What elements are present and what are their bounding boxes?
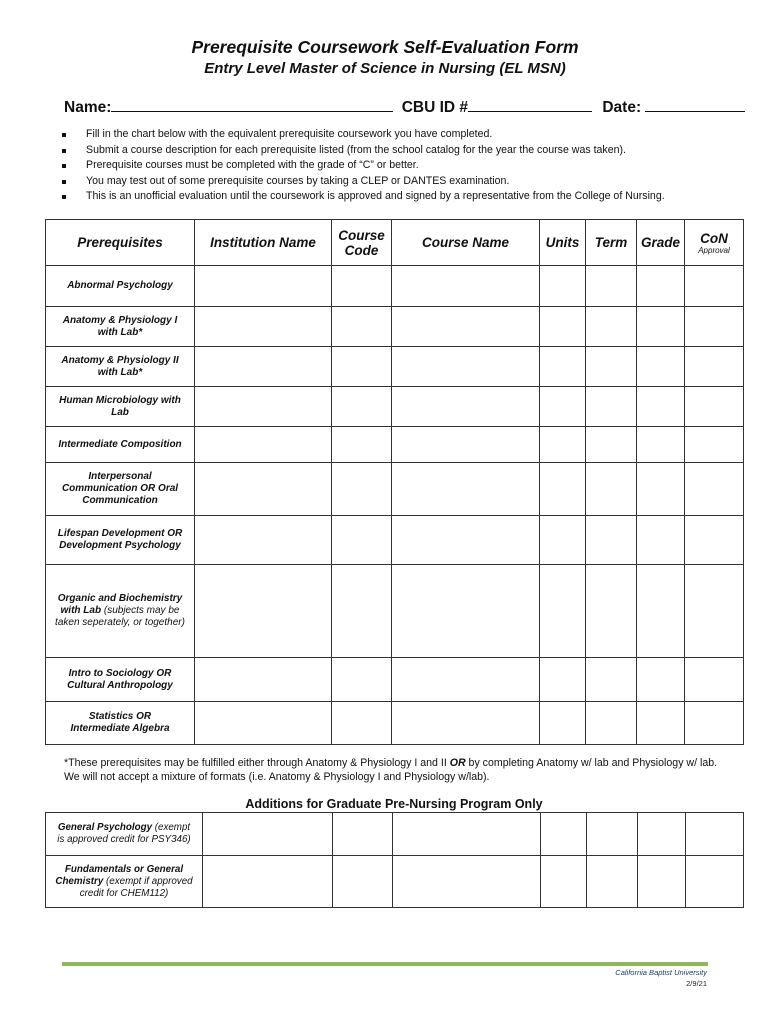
prerequisite-label: Lifespan Development OR Development Psychology [46,516,195,565]
term-cell[interactable] [587,856,638,908]
course-code-cell[interactable] [333,856,393,908]
course-name-cell[interactable] [392,516,540,565]
con-approval-cell[interactable] [685,427,744,463]
course-name-cell[interactable] [392,702,540,745]
table-row [46,565,744,658]
bullet-icon [62,149,66,153]
prerequisite-label: Organic and Biochemistry with Lab (subjects may be taken seperately, or together) [46,565,195,658]
course-code-cell[interactable] [332,347,392,387]
prerequisite-label: Interpersonal Communication OR Oral Communication [46,463,195,516]
name-label: Name: [64,99,112,116]
institution-cell[interactable] [195,658,332,702]
term-cell[interactable] [586,266,637,307]
grade-cell[interactable] [637,387,685,427]
prerequisite-label: Anatomy & Physiology II with Lab* [46,347,195,387]
course-name-cell[interactable] [392,387,540,427]
grade-cell[interactable] [637,347,685,387]
table-row [46,702,744,745]
con-approval-cell[interactable] [685,463,744,516]
con-approval-cell[interactable] [685,658,744,702]
term-cell[interactable] [586,702,637,745]
table-row [46,387,744,427]
con-approval-cell[interactable] [685,565,744,658]
institution-cell[interactable] [195,387,332,427]
course-code-cell[interactable] [332,266,392,307]
grade-cell[interactable] [637,463,685,516]
course-name-cell[interactable] [392,427,540,463]
term-cell[interactable] [586,387,637,427]
term-cell[interactable] [587,813,638,856]
bullet-icon [62,164,66,168]
bullet-icon [62,133,66,137]
date-label: Date: [602,99,642,116]
course-name-cell[interactable] [392,307,540,347]
course-code-cell[interactable] [332,387,392,427]
course-name-cell[interactable] [392,565,540,658]
units-cell[interactable] [540,516,586,565]
prerequisite-label: Human Microbiology with Lab [46,387,195,427]
name-field[interactable] [111,96,393,112]
course-code-cell[interactable] [332,565,392,658]
units-cell[interactable] [540,565,586,658]
grade-cell[interactable] [637,427,685,463]
footer-date: 2/9/21 [686,979,707,988]
course-code-cell[interactable] [332,658,392,702]
prerequisites-table [45,219,744,745]
table-row [46,856,744,908]
instruction-item: Fill in the chart below with the equivalent prerequisite coursework you have completed. [60,127,665,143]
course-name-cell[interactable] [392,463,540,516]
con-approval-cell[interactable] [685,702,744,745]
institution-cell[interactable] [195,702,332,745]
units-cell[interactable] [540,658,586,702]
table-row [46,266,744,307]
term-cell[interactable] [586,427,637,463]
course-code-cell[interactable] [332,702,392,745]
term-cell[interactable] [586,307,637,347]
prerequisite-label: Fundamentals or General Chemistry (exempt if approved credit for CHEM112) [46,856,203,908]
table-row [46,347,744,387]
con-approval-cell[interactable] [685,516,744,565]
units-cell[interactable] [541,856,587,908]
footer-organization: California Baptist University [615,968,707,977]
institution-cell[interactable] [195,347,332,387]
instructions-list [60,127,665,205]
header-term: Term [586,220,637,266]
con-approval-cell[interactable] [686,813,744,856]
prerequisite-label: Anatomy & Physiology I with Lab* [46,307,195,347]
course-code-cell[interactable] [333,813,393,856]
institution-cell[interactable] [195,266,332,307]
course-name-cell[interactable] [392,347,540,387]
header-units: Units [540,220,586,266]
instruction-item: Prerequisite courses must be completed with the grade of “C” or better. [60,158,665,174]
units-cell[interactable] [541,813,587,856]
header-con-approval: CoN Approval [685,220,744,266]
institution-cell[interactable] [195,307,332,347]
grade-cell[interactable] [638,813,686,856]
con-approval-cell[interactable] [685,266,744,307]
units-cell[interactable] [540,427,586,463]
table-row [46,516,744,565]
prerequisite-label: Intro to Sociology OR Cultural Anthropology [46,658,195,702]
institution-cell[interactable] [195,463,332,516]
units-cell[interactable] [540,266,586,307]
units-cell[interactable] [540,463,586,516]
grade-cell[interactable] [637,565,685,658]
con-approval-cell[interactable] [685,347,744,387]
institution-cell[interactable] [203,813,333,856]
prerequisite-label: Abnormal Psychology [46,266,195,307]
bullet-icon [62,195,66,199]
course-code-cell[interactable] [332,307,392,347]
institution-cell[interactable] [195,427,332,463]
footer-divider [62,962,708,966]
prerequisite-label: General Psychology (exempt is approved credit for PSY346) [46,813,203,856]
term-cell[interactable] [586,658,637,702]
grade-cell[interactable] [638,856,686,908]
course-code-cell[interactable] [332,427,392,463]
con-approval-cell[interactable] [686,856,744,908]
course-name-cell[interactable] [393,856,541,908]
units-cell[interactable] [540,307,586,347]
institution-cell[interactable] [203,856,333,908]
grade-cell[interactable] [637,702,685,745]
units-cell[interactable] [540,702,586,745]
table-row [46,463,744,516]
additions-table [45,812,744,908]
header-institution: Institution Name [195,220,332,266]
units-cell[interactable] [540,387,586,427]
course-name-cell[interactable] [393,813,541,856]
prerequisite-label: Statistics OR Intermediate Algebra [46,702,195,745]
table-row [46,427,744,463]
course-name-cell[interactable] [392,658,540,702]
grade-cell[interactable] [637,266,685,307]
instruction-item: Submit a course description for each prerequisite listed (from the school catalog for the year the course was taken). [60,143,665,159]
course-name-cell[interactable] [392,266,540,307]
bullet-icon [62,180,66,184]
table-row [46,658,744,702]
term-cell[interactable] [586,516,637,565]
table-row [46,813,744,856]
form-subtitle: Entry Level Master of Science in Nursing (EL MSN) [204,60,566,77]
grade-cell[interactable] [637,516,685,565]
course-code-cell[interactable] [332,516,392,565]
institution-cell[interactable] [195,516,332,565]
header-grade: Grade [637,220,685,266]
applicant-fields [64,96,744,117]
grade-cell[interactable] [637,307,685,347]
cbu-id-label: CBU ID # [401,99,469,116]
table-row [46,307,744,347]
grade-cell[interactable] [637,658,685,702]
footnote: *These prerequisites may be fulfilled either through Anatomy & Physiology I and II OR by completing Anatomy w/ lab and Physiology w/ lab. We will not accept a mixture of formats (i.e. Anatomy & Physiology I and Physiology w/lab). [64,757,718,783]
con-approval-cell[interactable] [685,387,744,427]
additions-heading: Additions for Graduate Pre-Nursing Program Only [245,797,543,811]
units-cell[interactable] [540,347,586,387]
header-prerequisites: Prerequisites [46,220,195,266]
term-cell[interactable] [586,565,637,658]
header-course-name: Course Name [392,220,540,266]
con-approval-cell[interactable] [685,307,744,347]
date-field[interactable] [645,96,745,112]
instruction-item: This is an unofficial evaluation until the coursework is approved and signed by a representative from the College of Nursing. [60,189,665,205]
form-title: Prerequisite Coursework Self-Evaluation Form [191,37,579,57]
cbu-id-field[interactable] [468,96,592,112]
prerequisite-label: Intermediate Composition [46,427,195,463]
institution-cell[interactable] [195,565,332,658]
instruction-item: You may test out of some prerequisite courses by taking a CLEP or DANTES examination. [60,174,665,190]
header-course-code: Course Code [332,220,392,266]
course-code-cell[interactable] [332,463,392,516]
term-cell[interactable] [586,347,637,387]
term-cell[interactable] [586,463,637,516]
table-header-row [46,220,744,266]
